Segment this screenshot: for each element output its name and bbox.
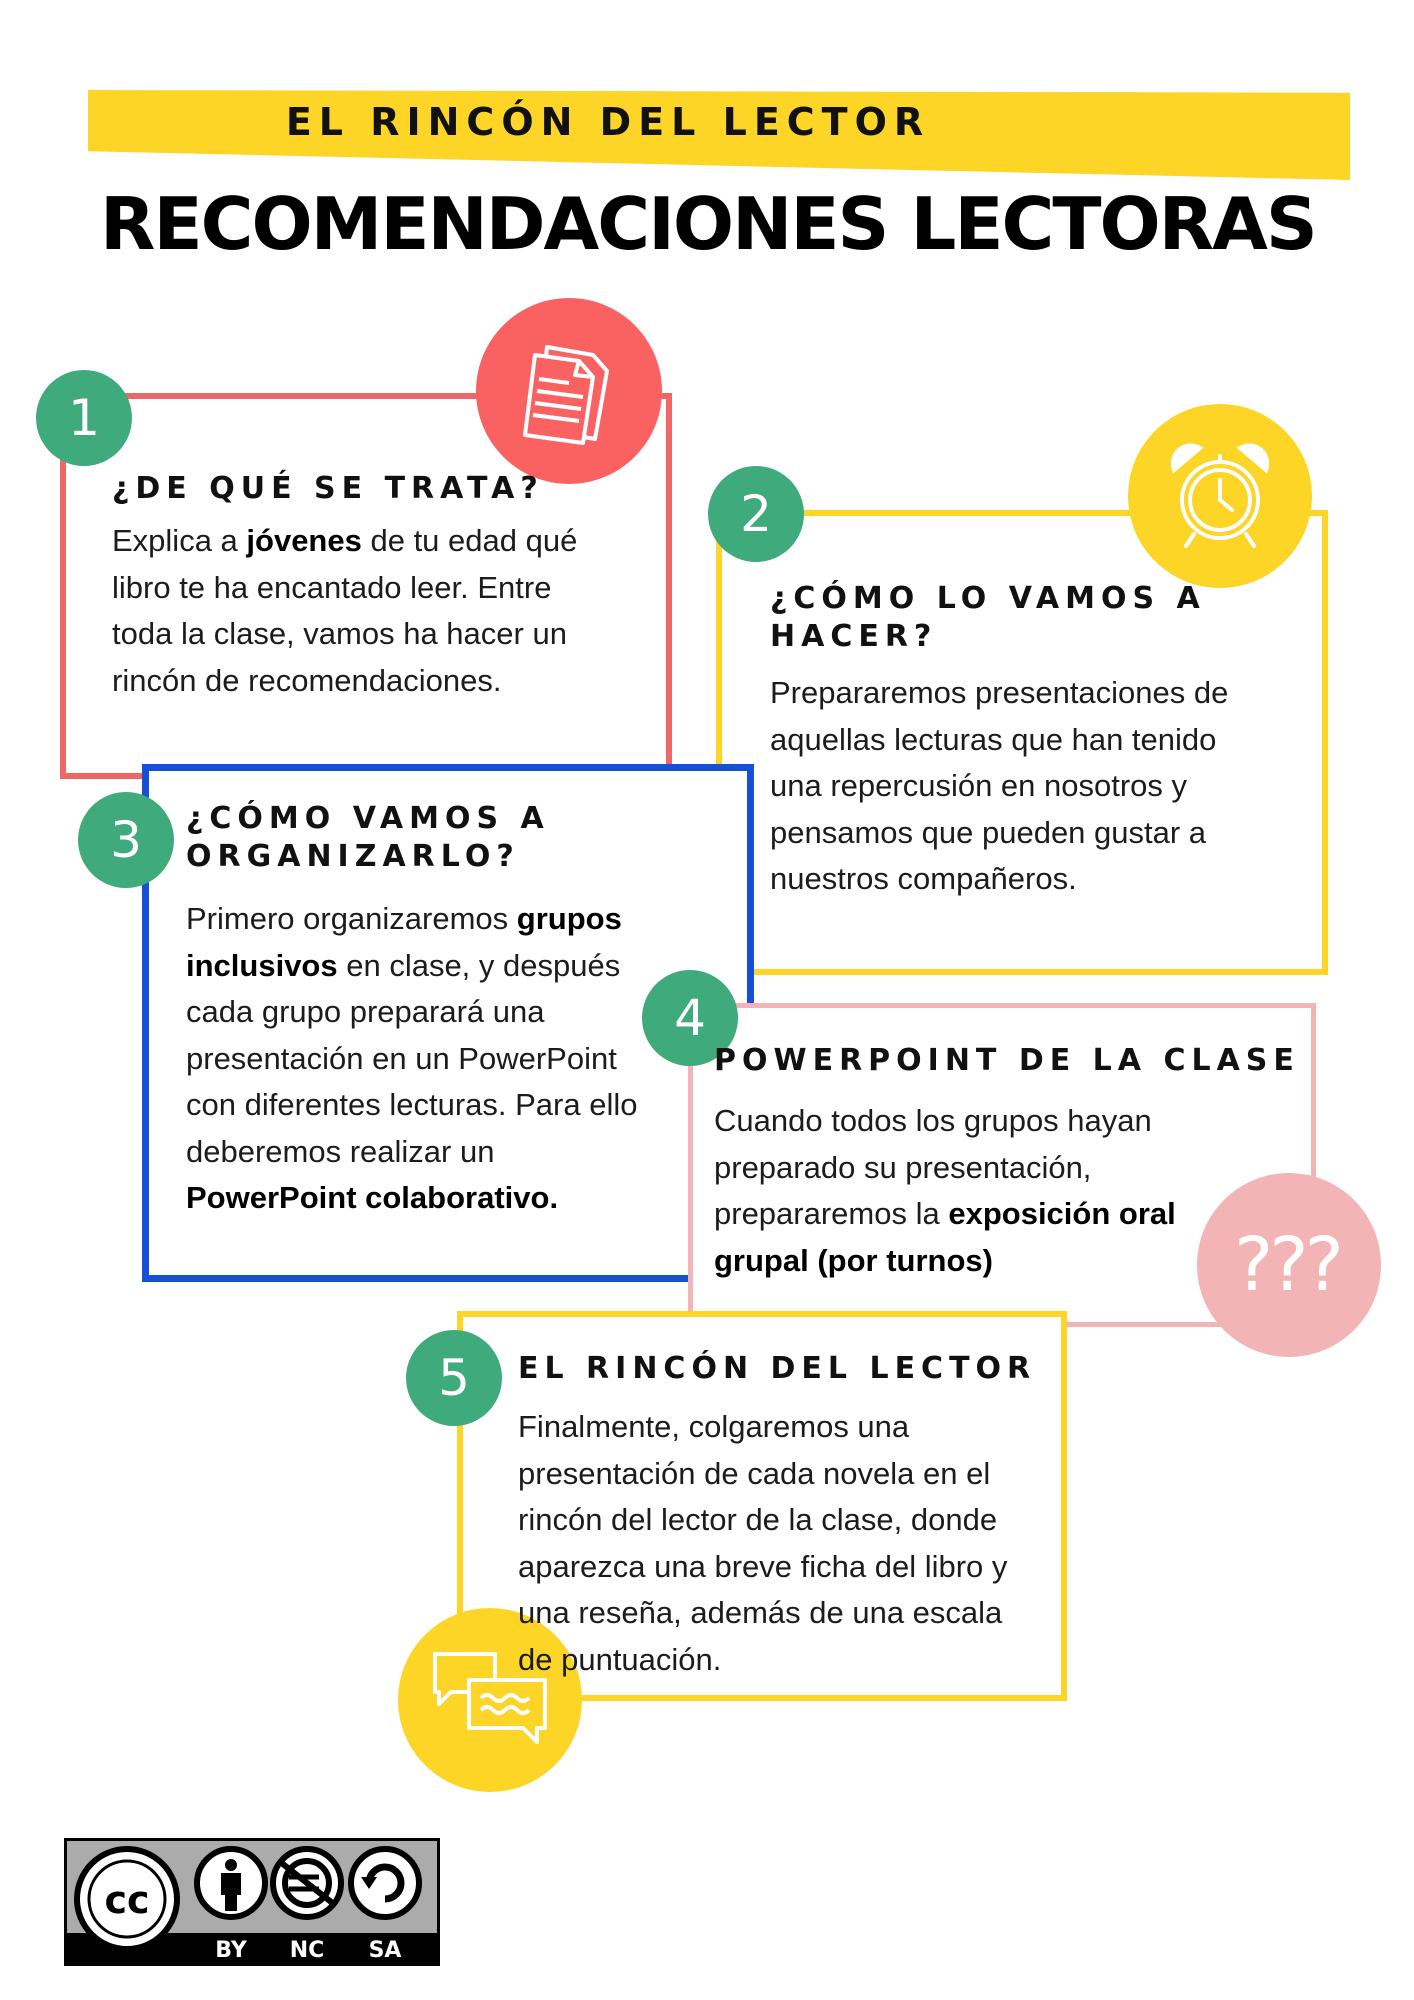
card-2-heading: ¿CÓMO LO VAMOS A HACER? (770, 581, 1206, 654)
card-3-number: 3 (78, 792, 174, 888)
card-4-number: 4 (642, 970, 738, 1066)
card-1-line (112, 565, 657, 612)
text-run: de puntuación. (518, 1641, 722, 1677)
text-run: Finalmente, colgaremos una (518, 1409, 910, 1444)
card-1-icon-circle (476, 298, 662, 484)
card-4-line (714, 1145, 1234, 1192)
alarm-clock-icon (1160, 436, 1280, 556)
bold-text: inclusivos (186, 947, 338, 983)
text-run: con diferentes lecturas. Para ello (186, 1087, 638, 1122)
card-5-line (518, 1637, 1063, 1684)
card-5-heading: EL RINCÓN DEL LECTOR (518, 1351, 1037, 1386)
text-run: Primero organizaremos (186, 901, 517, 936)
bold-text: PowerPoint colaborativo. (186, 1180, 559, 1215)
question-marks-icon: ??? (1234, 1222, 1340, 1308)
card-3-line (186, 1129, 746, 1176)
text-run: Cuando todos los grupos hayan (714, 1103, 1152, 1138)
page-title: RECOMENDACIONES LECTORAS (100, 182, 1316, 266)
card-4-line (714, 1238, 1234, 1285)
card-2-line (770, 810, 1315, 857)
card-5-text (518, 1404, 1063, 1683)
cc-label: cc (104, 1878, 150, 1922)
document-icon (509, 331, 629, 451)
card-3-text (186, 896, 746, 1222)
text-run: una repercusión en nosotros y (770, 768, 1188, 803)
card-2-text (770, 670, 1315, 903)
by-icon (197, 1849, 265, 1917)
bold-text: jóvenes (246, 523, 362, 558)
card-5-line (518, 1590, 1063, 1637)
card-3-line (186, 1082, 746, 1129)
card-4-line (714, 1098, 1234, 1145)
bold-text: exposición oral (948, 1196, 1176, 1231)
text-run: aparezca una breve ficha del libro y (518, 1548, 1008, 1584)
card-2-number: 2 (708, 466, 804, 562)
license-label-sa: SA (368, 1938, 402, 1963)
license-label-nc: NC (289, 1938, 325, 1963)
card-2-icon-circle (1128, 404, 1312, 588)
text-run: toda la clase, vamos ha hacer un (112, 616, 567, 651)
card-3-heading: ¿CÓMO VAMOS A ORGANIZARLO? (186, 801, 550, 874)
text-run: Prepararemos presentaciones de (770, 675, 1229, 710)
text-run: presentación de cada novela en el (518, 1455, 991, 1491)
text-run: libro te ha encantado leer. Entre (112, 569, 552, 605)
text-run: en clase, y después (337, 947, 621, 983)
text-run: cada grupo preparará una (186, 994, 545, 1029)
license-label-by: BY (215, 1938, 247, 1963)
card-5-number: 5 (406, 1330, 502, 1426)
card-2-line (770, 717, 1315, 764)
card-1-line (112, 518, 657, 565)
card-5-line (518, 1544, 1063, 1591)
text-run: pensamos que pueden gustar a (770, 814, 1207, 850)
text-run: de tu edad qué (361, 523, 578, 558)
card-5-line (518, 1497, 1063, 1544)
creative-commons-icon (67, 1841, 437, 1963)
card-2-line (770, 856, 1315, 903)
header-kicker: EL RINCÓN DEL LECTOR (285, 100, 931, 144)
card-3-line (186, 1175, 746, 1222)
card-1-number: 1 (36, 370, 132, 466)
text-run: rincón de recomendaciones. (112, 662, 502, 698)
card-1-line (112, 658, 657, 705)
card-5-line (518, 1404, 1063, 1451)
text-run: rincón del lector de la clase, donde (518, 1502, 998, 1537)
card-1-text (112, 518, 657, 704)
card-1-line (112, 611, 657, 658)
card-4-text (714, 1098, 1234, 1284)
card-3-line (186, 896, 746, 943)
card-1-heading: ¿DE QUÉ SE TRATA? (112, 471, 544, 506)
card-4-heading: POWERPOINT DE LA CLASE (714, 1043, 1300, 1078)
bold-text: grupos (516, 901, 622, 936)
text-run: prepararemos la (714, 1196, 949, 1231)
license-badge (64, 1838, 440, 1966)
text-run: Explica a (112, 523, 247, 558)
text-run: deberemos realizar un (186, 1133, 495, 1169)
card-2-line (770, 763, 1315, 810)
text-run: presentación en un PowerPoint (186, 1040, 617, 1076)
sa-icon (351, 1849, 419, 1917)
text-run: una reseña, además de una escala (518, 1595, 1003, 1630)
text-run: aquellas lecturas que han tenido (770, 721, 1217, 757)
text-run: preparado su presentación, (714, 1149, 1092, 1185)
card-2-line (770, 670, 1315, 717)
card-5-line (518, 1451, 1063, 1498)
bold-text: grupal (por turnos) (714, 1242, 993, 1278)
text-run: nuestros compañeros. (770, 861, 1077, 896)
card-4-line (714, 1191, 1234, 1238)
nc-icon (273, 1849, 341, 1917)
